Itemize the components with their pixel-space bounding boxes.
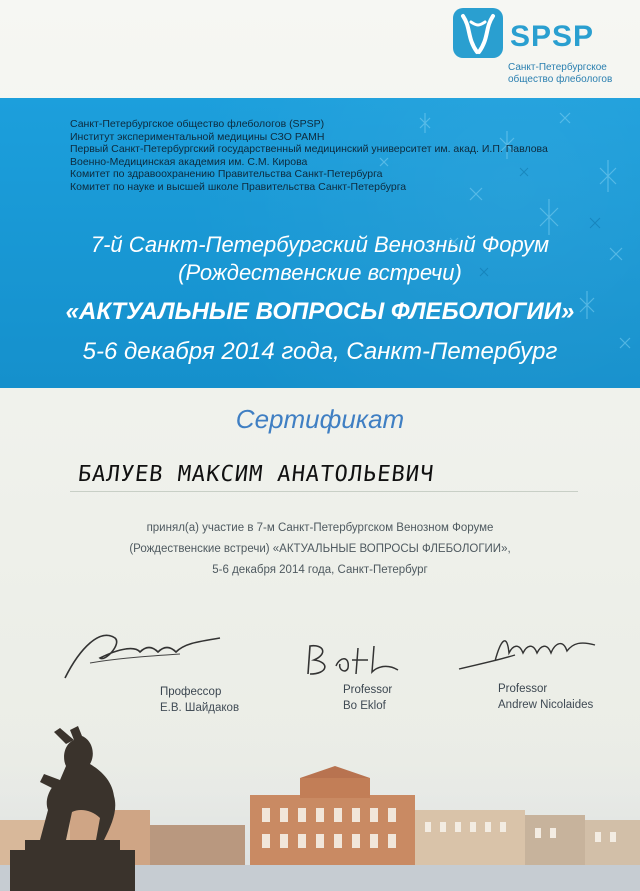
logo-subtitle-line: общество флебологов: [508, 74, 613, 85]
organizer-item: Институт экспериментальной медицины СЗО РАМН: [70, 130, 325, 143]
logo-subtitle: [508, 62, 638, 86]
signer-title: Профессор: [160, 686, 222, 698]
signature-shaidakov: [60, 618, 230, 688]
participation-text: 5-6 декабря 2014 года, Санкт-Петербург: [212, 564, 428, 576]
organizers-list: [70, 118, 548, 194]
recipient-name: БАЛУЕВ МАКСИМ АНАТОЛЬЕВИЧ: [76, 462, 436, 487]
participation-text: принял(а) участие в 7-м Санкт-Петербургском Венозном Форуме: [146, 522, 494, 534]
logo-name: SPSP: [510, 20, 595, 53]
spsp-logo-icon: [453, 8, 503, 60]
certificate-title: Сертификат: [235, 404, 405, 434]
logo-subtitle-line: Санкт-Петербургское: [508, 62, 607, 73]
participation-text: (Рождественские встречи) «АКТУАЛЬНЫЕ ВОПРОСЫ ФЛЕБОЛОГИИ»,: [129, 543, 511, 555]
forum-subtitle: (Рождественские встречи): [178, 260, 462, 285]
spsp-logo: [450, 6, 630, 86]
city-illustration: [0, 700, 640, 891]
signature-nicolaides: [455, 625, 605, 675]
forum-date-place: 5-6 декабря 2014 года, Санкт-Петербург: [82, 338, 558, 365]
forum-theme: «АКТУАЛЬНЫЕ ВОПРОСЫ ФЛЕБОЛОГИИ»: [65, 298, 575, 325]
forum-title: 7-й Санкт-Петербургский Венозный Форум: [90, 232, 550, 257]
signature-eklof: [300, 636, 410, 686]
organizer-item: Первый Санкт-Петербургский государственный медицинский университет им. акад. И.П. Павлова: [70, 143, 548, 156]
signer-title: Professor: [498, 683, 548, 695]
forum-banner: [0, 98, 640, 388]
organizer-item: Комитет по науке и высшей школе Правительства Санкт-Петербурга: [70, 180, 407, 193]
organizer-item: Военно-Медицинская академия им. С.М. Кирова: [70, 155, 308, 168]
signer-title: Professor: [343, 684, 393, 696]
organizer-item: Санкт-Петербургское общество флебологов (SPSP): [70, 118, 325, 130]
name-underline: [70, 491, 578, 492]
organizer-item: Комитет по здравоохранению Правительства Санкт-Петербурга: [70, 168, 383, 181]
